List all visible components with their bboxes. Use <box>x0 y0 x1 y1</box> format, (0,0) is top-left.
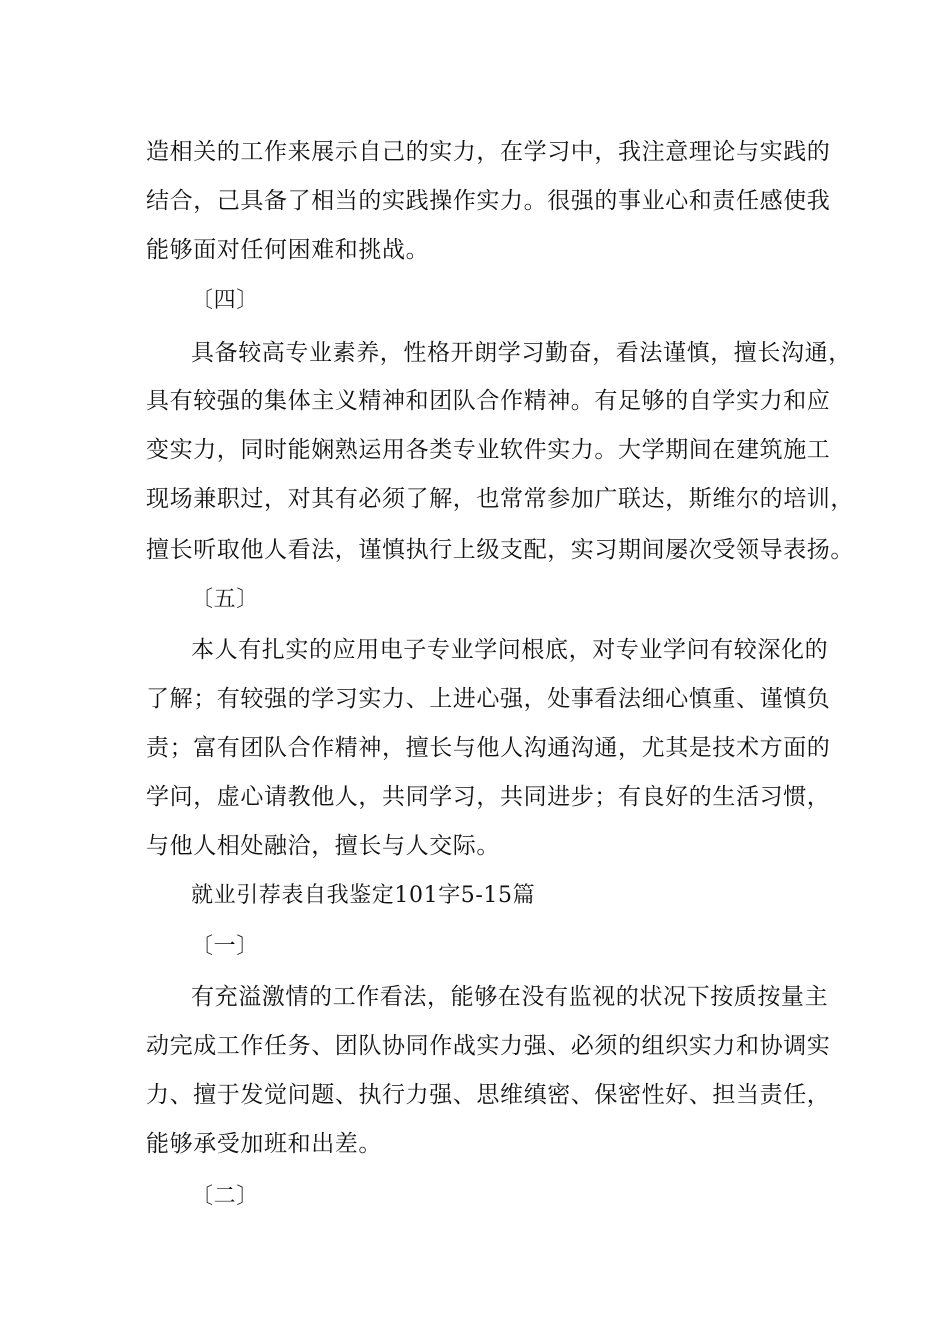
section-number: 〔五〕 <box>191 587 259 612</box>
text-line: 有充溢激情的工作看法，能够在没有监视的状况下按质按量主 <box>191 984 829 1010</box>
text-line: 变实力，同时能娴熟运用各类专业软件实力。大学期间在建筑施工 <box>146 437 831 463</box>
section-number: 〔二〕 <box>191 1184 259 1209</box>
text-line: 责；富有团队合作精神，擅长与他人沟通沟通，尤其是技术方面的 <box>146 735 831 761</box>
text-line: 力、擅于发觉问题、执行力强、思维缜密、保密性好、担当责任， <box>146 1082 831 1108</box>
section-number: 〔一〕 <box>191 934 259 959</box>
text-line: 具备较高专业素养，性格开朗学习勤奋，看法谨慎，擅长沟通， <box>191 340 852 366</box>
text-line: 学问，虚心请教他人，共同学习，共同进步；有良好的生活习惯， <box>146 784 831 810</box>
text-line: 能够承受加班和出差。 <box>146 1131 382 1157</box>
text-line: 与他人相处融洽，擅长与人交际。 <box>146 833 500 859</box>
text-line: 擅长听取他人看法，谨慎执行上级支配，实习期间屡次受领导表扬。 <box>146 537 854 563</box>
text-line: 结合，己具备了相当的实践操作实力。很强的事业心和责任感使我 <box>146 188 831 214</box>
section-heading: 就业引荐表自我鉴定101字5-15篇 <box>191 883 536 908</box>
section-number: 〔四〕 <box>191 288 259 313</box>
text-line: 了解；有较强的学习实力、上进心强，处事看法细心慎重、谨慎负 <box>146 686 831 712</box>
text-line: 动完成工作任务、团队协同作战实力强、必须的组织实力和协调实 <box>146 1033 831 1059</box>
text-line: 能够面对任何困难和挑战。 <box>146 237 430 263</box>
text-line: 具有较强的集体主义精神和团队合作精神。有足够的自学实力和应 <box>146 388 831 414</box>
text-line: 本人有扎实的应用电子专业学问根底，对专业学问有较深化的 <box>191 637 829 663</box>
text-line: 现场兼职过，对其有必须了解，也常常参加广联达，斯维尔的培训， <box>146 486 854 512</box>
text-line: 造相关的工作来展示自己的实力，在学习中，我注意理论与实践的 <box>146 139 831 165</box>
